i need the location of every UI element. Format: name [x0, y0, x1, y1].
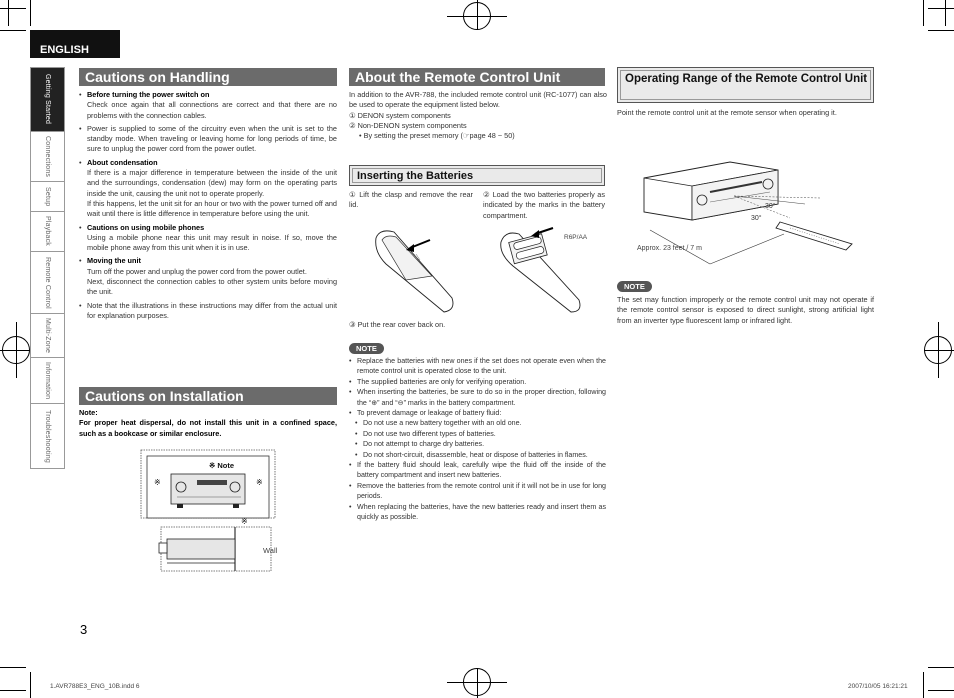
- side-nav-label: Remote Control: [44, 256, 51, 309]
- range-heading: Operating Range of the Remote Control Unit: [625, 73, 868, 85]
- side-nav-troubleshooting[interactable]: [31, 404, 64, 468]
- side-nav-multi-zone[interactable]: [31, 314, 64, 358]
- moving-heading: Moving the unit: [87, 256, 141, 266]
- moving-body-1: Turn off the power and unplug the power cord from the power outlet.: [87, 266, 307, 276]
- figure-mark-wall: ※: [241, 517, 248, 526]
- remote-item-preset: • By setting the preset memory (☞page 48 ~ 50): [359, 131, 515, 141]
- battery-note-item: • To prevent damage or leakage of battery fluid:: [349, 408, 606, 418]
- battery-note-item: • When inserting the batteries, be sure to do so in the proper direction, following the “⊕” and “⊖” marks in the battery compartment.: [349, 387, 606, 408]
- figure-mark-left: ※: [154, 478, 161, 487]
- side-nav-getting-started[interactable]: [31, 68, 64, 132]
- battery-step-1: ① Lift the clasp and remove the rear lid.: [349, 190, 473, 210]
- battery-note-item: • The supplied batteries are only for verifying operation.: [349, 377, 606, 387]
- battery-subnote-item: • Do not attempt to charge dry batteries.: [355, 439, 606, 449]
- crop-mark: [0, 30, 26, 31]
- angle-label-upper: 30°: [765, 203, 776, 210]
- side-nav-label: Connections: [44, 135, 51, 178]
- side-nav-label: Getting Started: [44, 74, 51, 125]
- crop-mark: [30, 672, 31, 698]
- installation-text: [79, 408, 337, 439]
- range-heading-box: [617, 67, 874, 103]
- battery-subnote-item: • Do not use two different types of batteries.: [355, 429, 606, 439]
- crop-mark: [928, 667, 954, 668]
- range-distance-label: Approx. 23 feet / 7 m: [637, 245, 702, 252]
- side-nav-label: Information: [44, 361, 51, 400]
- crop-mark: [923, 672, 924, 698]
- batteries-heading: Inserting the Batteries: [357, 170, 474, 182]
- crop-mark: [945, 0, 946, 26]
- crop-mark: [0, 667, 26, 668]
- illustration-note: • Note that the illustrations in these instructions may differ from the actual unit for explanation purposes.: [79, 301, 337, 322]
- angle-label-lower: 30°: [751, 215, 762, 222]
- installation-note-label: Note:: [79, 408, 98, 417]
- battery-note-item: • Remove the batteries from the remote control unit if it will not be in use for long periods.: [349, 481, 606, 502]
- battery-note-item: • If the battery fluid should leak, carefully wipe the fluid off the inside of the battery compartment and insert new batteries.: [349, 460, 606, 481]
- condensation-body-1: If there is a major difference in temperature between the inside of the unit and the surroundings, condensation (dew) may form on the operating parts inside the unit, causing the unit not to operate properly.: [87, 168, 337, 198]
- mobile-phones-heading: Cautions on using mobile phones: [87, 222, 205, 232]
- installation-note-body: For proper heat dispersal, do not install this unit in a confined space, such as a bookcase or similar enclosure.: [79, 418, 337, 438]
- side-nav-remote-control[interactable]: [31, 252, 64, 314]
- side-nav-playback[interactable]: [31, 212, 64, 252]
- section-side-nav: [30, 67, 65, 469]
- power-switch-body: Check once again that all connections are correct and that there are no problems with the connection cables.: [87, 100, 337, 120]
- side-nav-label: Playback: [44, 216, 51, 247]
- remote-intro: In addition to the AVR-788, the included remote control unit (RC-1077) can also be used to operate the equipment listed below.: [349, 90, 607, 110]
- installation-heading: Cautions on Installation: [79, 387, 337, 405]
- condensation-body-2: If this happens, let the unit sit for an hour or two with the power turned off and wait until there is little difference in temperature before using the unit.: [87, 198, 337, 219]
- handling-text: [79, 90, 337, 321]
- battery-type-label: R6P/AA: [564, 234, 588, 241]
- crop-mark: [0, 8, 26, 9]
- print-slug-date: 2007/10/05 16:21:21: [848, 683, 908, 690]
- battery-step-3: ③ Put the rear cover back on.: [349, 320, 446, 329]
- remote-item-non-denon: ② Non-DENON system components: [349, 120, 467, 130]
- side-nav-setup[interactable]: [31, 182, 64, 212]
- side-nav-connections[interactable]: [31, 132, 64, 182]
- batteries-notes: [349, 356, 606, 523]
- side-nav-label: Setup: [44, 186, 51, 207]
- batteries-note-badge: NOTE: [349, 343, 384, 354]
- language-tab: ENGLISH: [30, 30, 120, 58]
- figure-note-label: ※ Note: [209, 461, 235, 470]
- battery-subnote-item: • Do not short-circuit, disassemble, heat or dispose of batteries in flames.: [355, 450, 606, 460]
- remote-item-denon: ① DENON system components: [349, 110, 451, 120]
- remote-remove-lid-figure: [366, 224, 466, 314]
- print-slug-file: 1.AVR788E3_ENG_10B.indd 6: [50, 683, 140, 690]
- side-nav-label: Multi-Zone: [44, 317, 51, 354]
- battery-step-2: ② Load the two batteries properly as indicated by the marks in the battery compartment.: [483, 190, 605, 220]
- figure-wall-label: Wall: [263, 546, 278, 555]
- crop-mark: [928, 30, 954, 31]
- condensation-heading: About condensation: [87, 157, 158, 167]
- range-note-body: The set may function improperly or the remote control unit may not operate if the remote control sensor is exposed to direct sunlight, strong artificial light from an inverter type fluorescent lamp or infrared light.: [617, 295, 874, 325]
- battery-note-item: • When replacing the batteries, have the new batteries ready and insert them as quickly as possible.: [349, 502, 606, 523]
- battery-note-item: • Replace the batteries with new ones if the set does not operate even when the remote control unit is operated close to the unit.: [349, 356, 606, 377]
- figure-mark-right: ※: [256, 478, 263, 487]
- crop-mark: [928, 690, 954, 691]
- side-nav-label: Troubleshooting: [44, 409, 51, 463]
- remote-heading: About the Remote Control Unit: [349, 68, 605, 86]
- range-note-badge: NOTE: [617, 281, 652, 292]
- side-nav-information[interactable]: [31, 358, 64, 404]
- mobile-phones-body: Using a mobile phone near this unit may result in noise. If so, move the mobile phone away from this unit when it is in use.: [87, 232, 337, 253]
- batteries-heading-box: [349, 165, 605, 186]
- page-number: 3: [80, 622, 88, 637]
- power-switch-heading: Before turning the power switch on: [87, 90, 210, 99]
- crop-mark: [0, 690, 26, 691]
- remote-intro-text: [349, 90, 607, 141]
- crop-mark: [928, 8, 954, 9]
- crop-mark: [923, 0, 924, 26]
- handling-heading: Cautions on Handling: [79, 68, 337, 86]
- crop-mark: [30, 0, 31, 26]
- moving-body-2: Next, disconnect the connection cables to other system units before moving the unit.: [87, 277, 337, 297]
- standby-body: • Power is supplied to some of the circuitry even when the unit is set to the standby mode. When traveling or leaving home for long periods of time, be sure to unplug the power cord from the power outlet.: [79, 124, 337, 155]
- crop-mark: [8, 0, 9, 26]
- battery-subnote-item: • Do not use a new battery together with an old one.: [355, 418, 606, 428]
- range-body: Point the remote control unit at the remote sensor when operating it.: [617, 108, 837, 117]
